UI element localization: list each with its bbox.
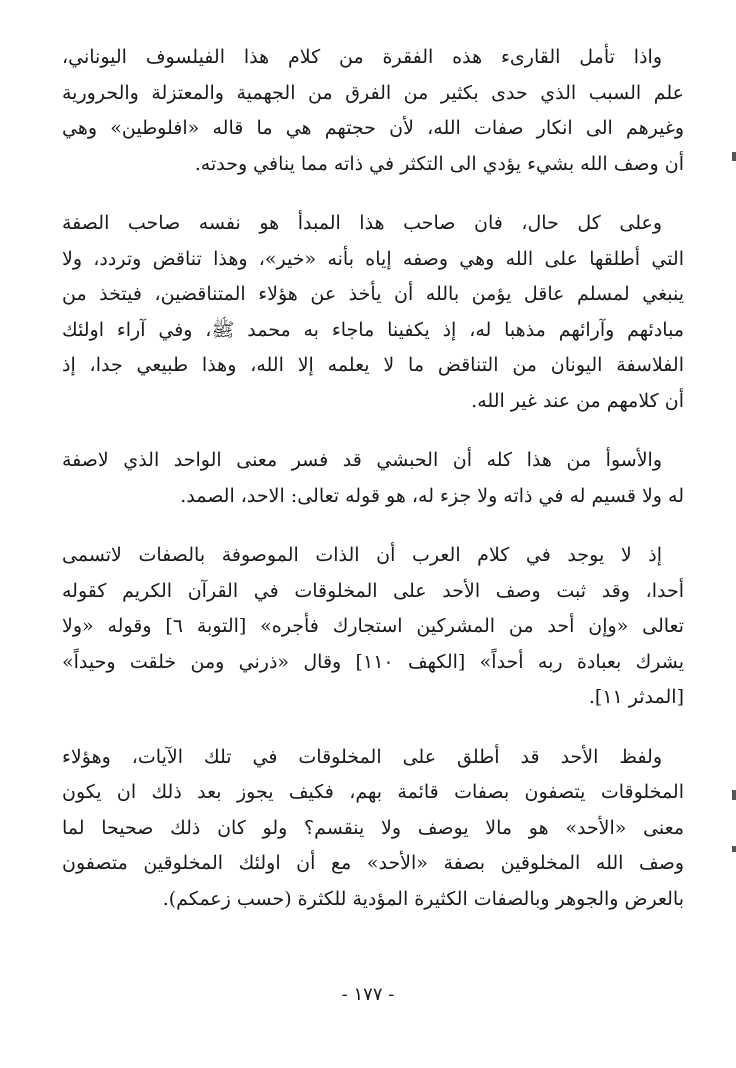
text-line: علم السبب الذي حدى بكثير من الفرق من الجهمية والمعتزلة والحرورية (62, 81, 684, 104)
text-line: بالعرض والجوهر وبالصفات الكثيرة المؤدية للكثرة (حسب زعمكم). (162, 887, 684, 910)
text-line: ولفظ الأحد قد أطلق على المخلوقات في تلك الآيات، وهؤلاء (62, 745, 662, 768)
text-line: معنى «الأحد» هو مالا يوصف ولا ينقسم؟ ولو كان ذلك صحيحا لما (62, 816, 684, 839)
paragraph-4 (62, 538, 684, 716)
paragraph-2 (62, 206, 684, 419)
text-line: أحدا، وقد ثبت وصف الأحد على المخلوقات في القرآن الكريم كقوله (62, 579, 684, 602)
text-line: يشرك بعبادة ربه أحداً» [الكهف ١١٠] وقال «ذرني ومن خلقت وحيداً» (62, 650, 685, 673)
text-line: أن وصف الله بشيء يؤدي الى التكثر في ذاته مما ينافي وحدته. (194, 152, 684, 175)
text-line: مبادئهم وآرائهم مذهبا له، إذ يكفينا ماجاء به محمد ﷺ، وفي آراء اولئك (62, 318, 684, 341)
page-body (62, 40, 684, 917)
text-line: أن كلامهم من عند غير الله. (471, 389, 684, 412)
scan-edge-mark (732, 846, 736, 852)
text-line: إذ لا يوجد في كلام العرب أن الذات الموصوفة بالصفات لاتسمى (62, 544, 662, 566)
text-line: وعلى كل حال، فان صاحب هذا المبدأ هو نفسه صاحب الصفة (62, 212, 662, 234)
text-line: تعالى «وإن أحد من المشركين استجارك فأجره» [التوبة ٦] وقوله «ولا (62, 615, 684, 637)
text-line: واذا تأمل القارىء هذه الفقرة من كلام هذا الفيلسوف اليوناني، (62, 46, 662, 68)
paragraph-1 (62, 40, 684, 182)
scan-edge-mark (732, 790, 736, 800)
text-line: المخلوقات يتصفون بصفات قائمة بهم، فكيف يجوز بعد ذلك ان يكون (62, 781, 684, 803)
scan-edge-mark (732, 152, 736, 161)
paragraph-5 (62, 740, 684, 918)
text-line: والأسوأ من هذا كله أن الحبشي قد فسر معنى الواحد الذي لاصفة (62, 449, 662, 471)
text-line: التي أطلقها على الله وهي وصفه إياه بأنه «خير»، وهذا تناقض وتردد، ولا (62, 247, 684, 270)
paragraph-3 (62, 443, 684, 514)
text-line: الفلاسفة اليونان من التناقض ما لا يعلمه إلا الله، وهذا طبيعي جدا، إذ (62, 354, 684, 376)
text-line: له ولا قسيم له في ذاته ولا جزء له، هو قوله تعالى: الاحد، الصمد. (180, 484, 684, 507)
text-line: وصف الله المخلوقين بصفة «الأحد» مع أن اولئك المخلوقين متصفون (62, 852, 684, 874)
page-number: - ١٧٧ - (341, 984, 395, 1005)
text-line: ينبغي لمسلم عاقل يؤمن بالله أن يأخذ عن هؤلاء المتناقضين، فيتخذ من (62, 283, 684, 305)
text-line: [المدثر ١١]. (588, 686, 684, 708)
text-line: وغيرهم الى انكار صفات الله، لأن حجتهم هي ما قاله «افلوطين» وهي (62, 117, 684, 139)
